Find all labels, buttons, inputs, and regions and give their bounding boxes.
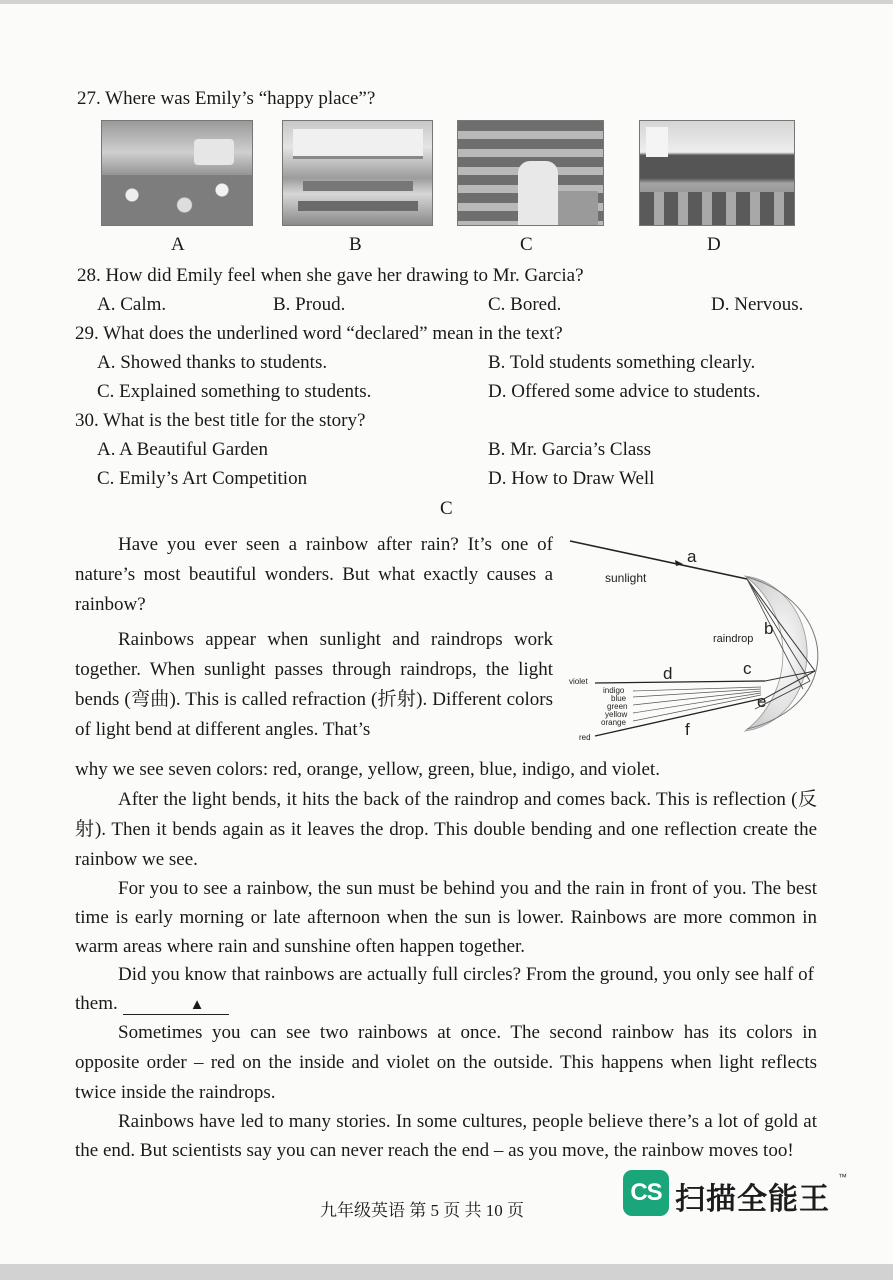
letter-b: b xyxy=(764,619,774,638)
color-green: green xyxy=(607,702,628,711)
section-heading: C xyxy=(440,498,453,519)
page-bottom-edge xyxy=(0,1264,893,1280)
option-label-b: B xyxy=(349,234,362,255)
q30-option-b: B. Mr. Garcia’s Class xyxy=(488,439,652,460)
letter-c: c xyxy=(743,659,752,678)
camscanner-brand: 扫描全能王 xyxy=(675,1182,830,1217)
option-label-a: A xyxy=(171,234,185,255)
question-27: 27. Where was Emily’s “happy place”? xyxy=(77,88,376,109)
raindrop-label: raindrop xyxy=(713,633,754,645)
color-indigo: indigo xyxy=(603,686,625,695)
orange-ray xyxy=(633,695,761,721)
answer-blank[interactable] xyxy=(123,996,229,1015)
color-orange: orange xyxy=(601,718,626,727)
raindrop-shape xyxy=(745,576,807,731)
q28-option-c: C. Bored. xyxy=(488,294,562,315)
q30-option-d: D. How to Draw Well xyxy=(488,468,655,489)
q28-option-b: B. Proud. xyxy=(273,294,346,315)
camscanner-logo-icon: CS xyxy=(623,1170,669,1216)
paragraph-2-tail: why we see seven colors: red, orange, yellow, green, blue, indigo, and violet. xyxy=(75,759,660,780)
q30-option-a: A. A Beautiful Garden xyxy=(97,439,268,460)
q29-option-d: D. Offered some advice to students. xyxy=(488,381,761,402)
q28-option-d: D. Nervous. xyxy=(711,294,804,315)
option-label-d: D xyxy=(707,234,721,255)
q30-option-c: C. Emily’s Art Competition xyxy=(97,468,308,489)
trademark-mark: ™ xyxy=(838,1172,847,1182)
question-30: 30. What is the best title for the story? xyxy=(75,410,366,431)
q29-option-b: B. Told students something clearly. xyxy=(488,352,756,373)
q28-option-a: A. Calm. xyxy=(97,294,167,315)
violet-ray xyxy=(595,681,765,683)
cafeteria-picture xyxy=(282,120,433,226)
classroom-picture xyxy=(639,120,795,226)
color-red: red xyxy=(579,733,591,742)
option-label-c: C xyxy=(520,234,533,255)
question-28: 28. How did Emily feel when she gave her drawing to Mr. Garcia? xyxy=(77,265,584,286)
page-footer: 九年级英语 第 5 页 共 10 页 xyxy=(320,1201,524,1220)
paragraph-3: After the light bends, it hits the back of the raindrop and comes back. This is reflection (反射). Then it bends again as it leaves the drop. This double bending and one reflection create the rainbow we see. xyxy=(75,789,817,870)
paragraph-7: Rainbows have led to many stories. In some cultures, people believe there’s a lot of gold at the end. But scientists say you can never reach the end – as you move, the rainbow moves too! xyxy=(75,1111,817,1161)
paragraph-2: Rainbows appear when sunlight and raindrops work together. When sunlight passes through raindrops, the light bends (弯曲). This is called refraction (折射). Different colors of light bend at different angles. That’s xyxy=(75,629,553,740)
letter-f: f xyxy=(685,720,690,739)
letter-d: d xyxy=(663,664,673,683)
color-violet: violet xyxy=(569,677,588,686)
q29-option-c: C. Explained something to students. xyxy=(97,381,372,402)
q29-option-a: A. Showed thanks to students. xyxy=(97,352,328,373)
paragraph-5 xyxy=(75,960,817,1018)
letter-e: e xyxy=(757,692,767,711)
sunlight-label: sunlight xyxy=(605,571,647,585)
paragraph-1: Have you ever seen a rainbow after rain? It’s one of nature’s most beautiful wonders. But what exactly causes a rainbow? xyxy=(75,534,553,615)
blank-marker-icon: ▲ xyxy=(189,997,205,1013)
letter-a: a xyxy=(687,547,697,566)
paragraph-6: Sometimes you can see two rainbows at once. The second rainbow has its colors in opposite order – red on the inside and violet on the outside. This happens when light reflects twice inside the raindrops. xyxy=(75,1022,817,1103)
color-yellow: yellow xyxy=(605,710,628,719)
paragraph-4: For you to see a rainbow, the sun must be behind you and the rain in front of you. The best time is early morning or late afternoon when the sun is lower. Rainbows are more common in warm areas where rain and sunshine often happen together. xyxy=(75,878,817,957)
exam-page xyxy=(0,4,893,1264)
color-blue: blue xyxy=(611,694,627,703)
question-29: 29. What does the underlined word “declared” mean in the text? xyxy=(75,323,563,344)
sunlight-ray xyxy=(570,541,747,579)
paragraph-5-text: Did you know that rainbows are actually full circles? From the ground, you only see half of them. xyxy=(75,964,814,1014)
garden-picture xyxy=(101,120,253,226)
library-picture xyxy=(457,120,604,226)
refraction-diagram xyxy=(565,531,830,751)
